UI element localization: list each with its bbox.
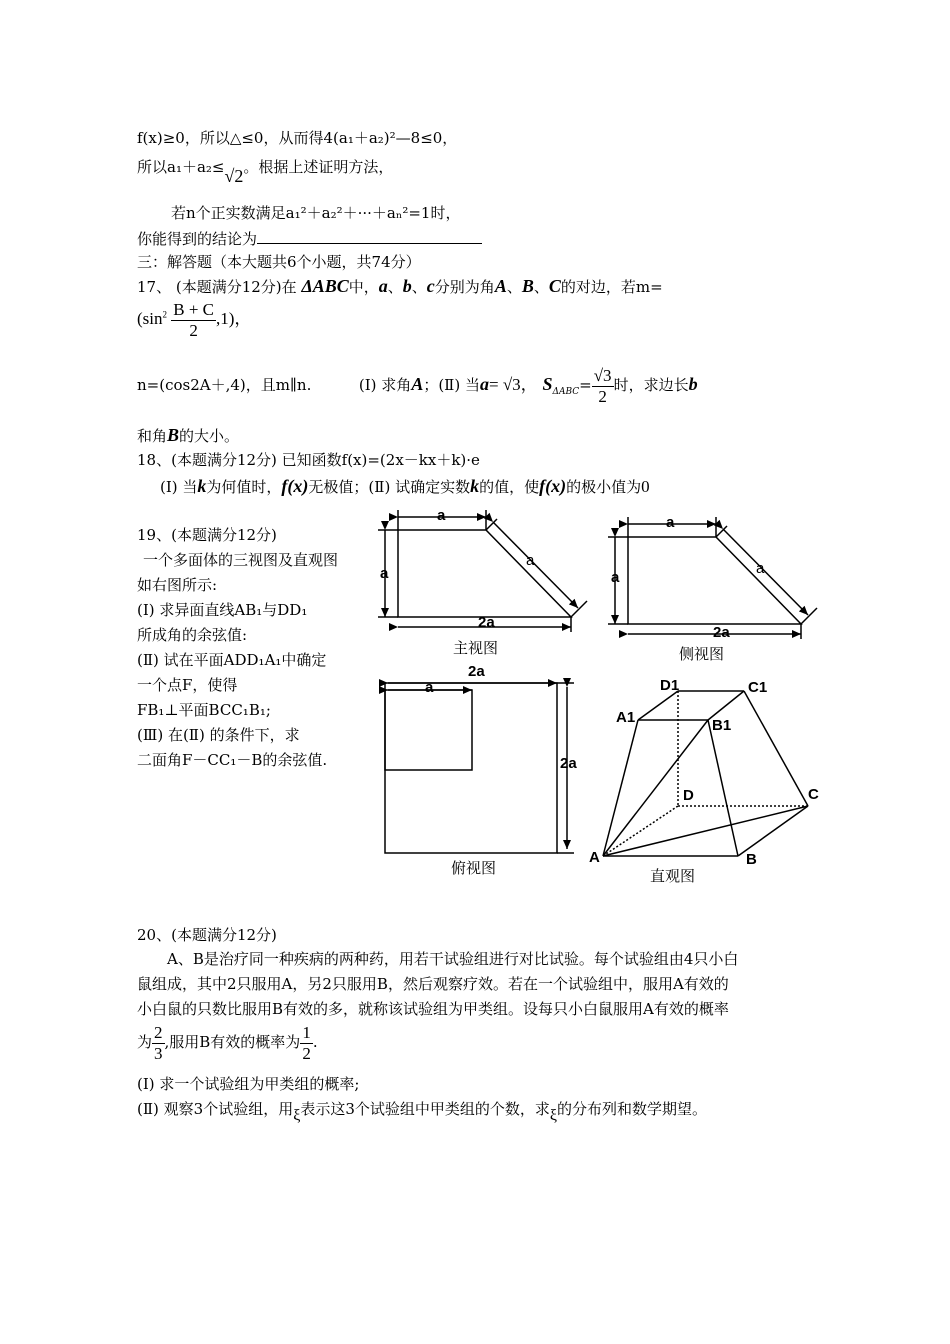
edge-BC — [738, 806, 808, 856]
prob-B-num: 1 — [302, 1023, 311, 1042]
q17-S: S — [542, 374, 553, 395]
q20-p4 — [137, 1023, 318, 1063]
top-view-label: 俯视图 — [451, 859, 497, 877]
side-bottom-2a: 2a — [713, 624, 730, 641]
q19-line-4: 所成角的余弦值: — [137, 626, 248, 644]
text-line-4-label: 你能得到的结论为 — [137, 230, 258, 248]
prob-A-fraction — [152, 1023, 165, 1063]
q17-mid3: 的对边，若m= — [560, 278, 663, 296]
side-slant-a: a — [756, 560, 765, 577]
q19-line-3: (Ⅰ) 求异面直线AB₁与DD₁ — [137, 601, 308, 619]
edge-A1D1 — [638, 691, 678, 720]
front-view-shape — [398, 530, 571, 617]
q17-B: B — [521, 276, 534, 296]
text-line-3: 若n个正实数满足a₁²＋a₂²＋···＋aₙ²=1时， — [171, 204, 461, 222]
q17-S-num: √3 — [593, 366, 612, 385]
front-left-a: a — [380, 565, 389, 582]
q18-k: k — [197, 476, 207, 496]
q18-fx2: f(x) — [539, 476, 567, 496]
edge-C1C — [744, 691, 808, 806]
q17-side-b: b — [688, 374, 698, 395]
q18-head: 18、(本题满分12分) 已知函数f(x)=(2x－kx＋k)·e — [137, 451, 480, 469]
q17-S-den: 2 — [598, 386, 607, 406]
q19-line-9: 二面角F－CC₁－B的余弦值. — [137, 751, 328, 769]
q19-line-2: 如右图所示: — [137, 576, 218, 594]
side-view-shape — [628, 537, 801, 624]
q17-b: b — [402, 276, 412, 296]
prob-B-den: 2 — [302, 1043, 311, 1063]
q17-n-line: n=(cos2A＋,4)，且m∥n. — [137, 376, 312, 395]
vertex-D: D — [683, 787, 694, 804]
top-right-2a: 2a — [560, 755, 577, 772]
q18-p1: (Ⅰ) 当 — [160, 478, 198, 496]
prob-A-den: 3 — [154, 1043, 163, 1063]
q18-zero: 0 — [641, 477, 650, 496]
q20-p6-mid: 表示这3个试验组中甲类组的个数，求 — [300, 1100, 550, 1118]
q18-p4: 的值，使 — [479, 478, 540, 496]
q20-p6 — [137, 1100, 708, 1124]
q17-C: C — [548, 276, 561, 296]
text-line-2-pre: 所以a₁＋a₂≤ — [137, 158, 225, 176]
q18-p2: 为何值时， — [206, 478, 282, 496]
q17-head: 17、 (本题满分12分)在 — [137, 278, 297, 296]
q20-p3: 小白鼠的只数比服用B有效的多，就称该试验组为甲类组。设每只小白鼠服用A有效的概率 — [137, 1000, 729, 1018]
text-line-1: f(x)≥0，所以△≤0，从而得4(a₁＋a₂)²—8≤0， — [137, 129, 458, 147]
q17-angle-B: B — [167, 425, 180, 445]
vertex-A: A — [589, 849, 600, 866]
prob-B-fraction — [300, 1023, 313, 1063]
side-left-a: a — [611, 569, 620, 586]
sqrt2: √2 — [224, 166, 244, 186]
q17-triangle: ΔABC — [301, 276, 349, 296]
q17-line-1: 17、 (本题满分12分)在 ΔABC中，a、b、c分别为角A、B、C的对边，若m= — [137, 276, 663, 296]
q18-p3: 无极值；(Ⅱ) 试确定实数 — [308, 478, 471, 496]
side-view-label: 侧视图 — [679, 645, 725, 663]
q17-mid1: 中， — [348, 278, 379, 296]
vertex-B: B — [746, 851, 757, 868]
q17-A: A — [494, 276, 507, 296]
vertex-C: C — [808, 786, 819, 803]
q17-m-post: ,1)， — [216, 308, 252, 328]
q20-p6-post: 的分布列和数学期望。 — [557, 1100, 708, 1118]
front-top-a: a — [437, 507, 446, 524]
q17-last: 和角 — [137, 427, 168, 445]
q17-c: c — [426, 276, 435, 296]
q20-p4-pre: 为 — [137, 1033, 153, 1052]
top-2a: 2a — [468, 663, 485, 680]
q19-line-0: 19、(本题满分12分) — [137, 526, 277, 544]
top-view-inner — [385, 690, 472, 770]
q17-S-sub: ΔABC — [552, 387, 580, 398]
q18-fx: f(x) — [281, 476, 309, 496]
q17-S-eq: = — [579, 376, 592, 395]
xi-symbol-2: ξ — [549, 1107, 558, 1124]
q19-line-7: FB₁⊥平面BCC₁B₁; — [137, 701, 271, 719]
section-title: 三：解答题（本大题共6个小题，共74分） — [137, 253, 421, 271]
front-view-label: 主视图 — [453, 639, 499, 657]
solid-view-label: 直观图 — [650, 867, 696, 885]
q20-p2: 鼠组成，其中2只服用A，另2只服用B，然后观察疗效。若在一个试验组中，服用A有效的 — [137, 975, 729, 993]
vertex-D1: D1 — [660, 677, 680, 694]
diag-AC — [603, 806, 808, 856]
q17-part1b: ；(Ⅱ) 当 — [423, 376, 480, 395]
q20-p4-post: . — [312, 1033, 318, 1052]
q17-a-eq: = √3， — [489, 375, 538, 395]
q17-m-pre: (sin — [137, 308, 163, 328]
q19-line-1: 一个多面体的三视图及直观图 — [143, 551, 339, 569]
vertex-A1: A1 — [616, 709, 636, 726]
prob-A-num: 2 — [154, 1023, 163, 1042]
q17-last2: 的大小。 — [179, 427, 240, 445]
front-slant-a: a — [526, 552, 535, 569]
edge-B1B — [708, 720, 738, 856]
vertex-B1: B1 — [712, 717, 732, 734]
q17-part2: 时，求边长 — [613, 376, 689, 395]
q20-head: 20、(本题满分12分) — [137, 926, 277, 944]
q19-line-5: (Ⅱ) 试在平面ADD₁A₁中确定 — [137, 651, 327, 669]
q19-line-6: 一个点F，使得 — [137, 676, 238, 694]
q20-p5: (Ⅰ) 求一个试验组为甲类组的概率; — [137, 1075, 360, 1093]
q19-line-8: (Ⅲ) 在(Ⅱ) 的条件下，求 — [137, 726, 300, 744]
text-line-2-post: 。根据上述证明方法， — [243, 158, 394, 176]
q17-m-sup: 2 — [162, 309, 167, 320]
q17-m-num: B + C — [173, 300, 215, 319]
q17-a2: a — [480, 374, 489, 395]
q17-part1: (Ⅰ) 求角 — [358, 376, 412, 395]
q18-p5: 的极小值为 — [566, 478, 642, 496]
front-bottom-2a: 2a — [478, 614, 495, 631]
top-a: a — [425, 679, 434, 696]
q17-mid2: 分别为角 — [434, 278, 495, 296]
q20-p1: A、B是治疗同一种疾病的两种药，用若干试验组进行对比试验。每个试验组由4只小白 — [167, 950, 739, 968]
edge-C1B1 — [708, 691, 744, 720]
q17-a: a — [378, 276, 388, 296]
vertex-C1: C1 — [748, 679, 768, 696]
q20-p4-mid: ,服用B有效的概率为 — [164, 1033, 301, 1052]
side-top-a: a — [666, 514, 675, 531]
xi-symbol: ξ — [293, 1107, 301, 1124]
top-view-outer — [385, 683, 557, 853]
q17-m-den: 2 — [189, 320, 198, 340]
q18-k2: k — [470, 476, 480, 496]
q17-angle-A: A — [411, 374, 424, 395]
q20-p6-pre: (Ⅱ) 观察3个试验组，用 — [137, 1100, 294, 1118]
